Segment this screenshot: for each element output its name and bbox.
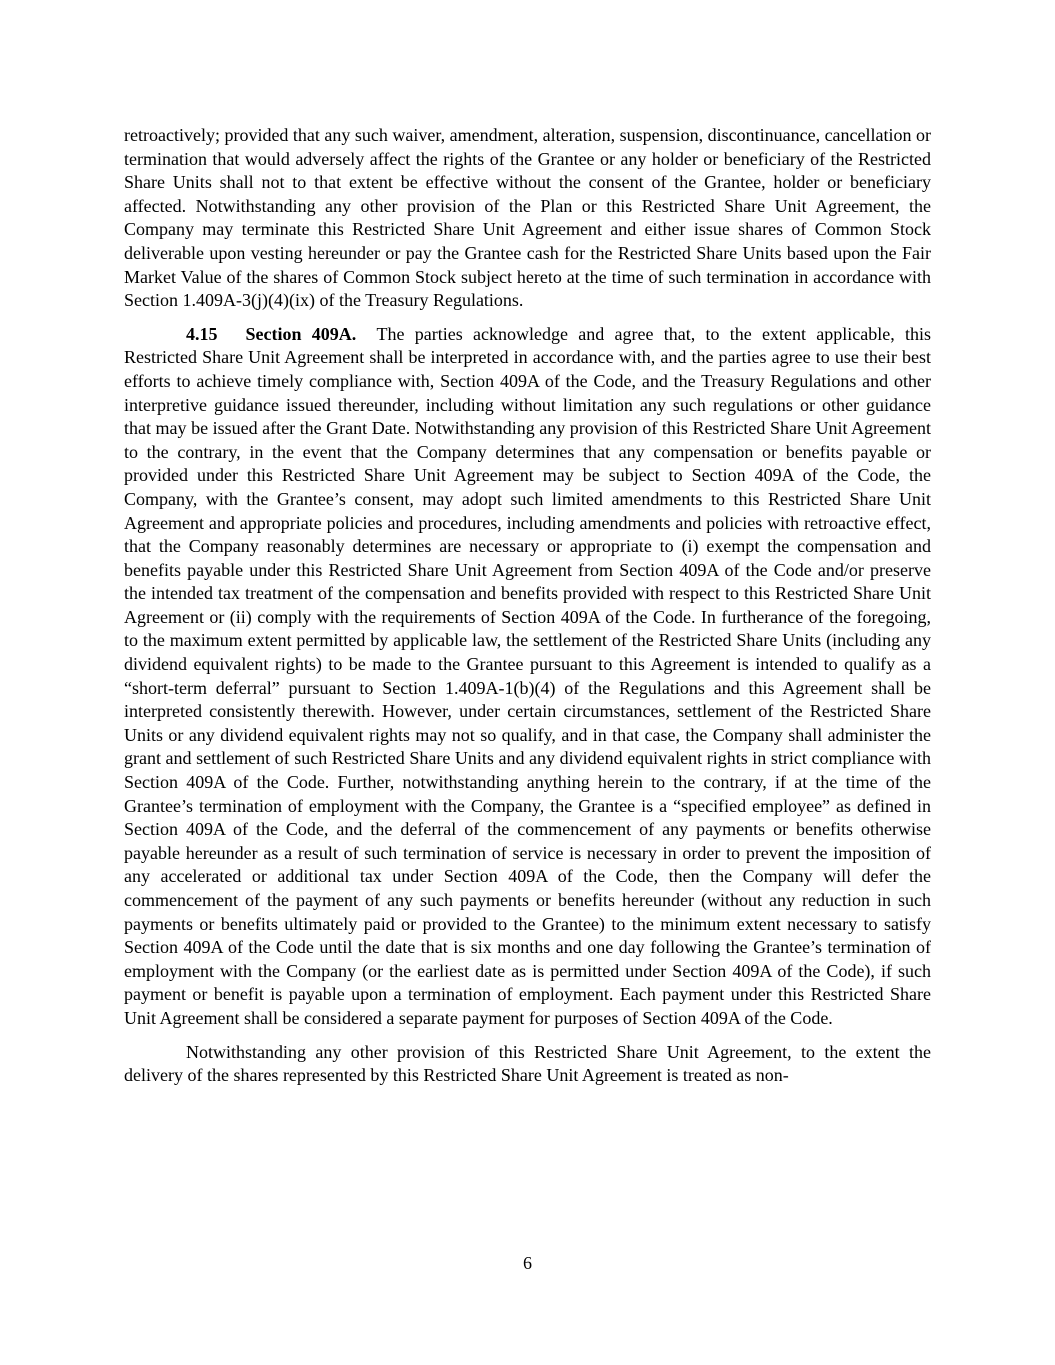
section-number: 4.15	[186, 323, 218, 344]
paragraph-notwithstanding: Notwithstanding any other provision of this Restricted Share Unit Agreement, to the extent the delivery of the shares represented by this Restricted Share Unit Agreement is treated as non-	[124, 1041, 931, 1086]
page-number: 6	[523, 1253, 532, 1273]
section-title: Section 409A.	[245, 323, 357, 344]
paragraph-continuation: retroactively; provided that any such waiver, amendment, alteration, suspension, discontinuance, cancellation or termination that would adversely affect the rights of the Grantee or any holder or beneficiary of the Restricted Share Units shall not to that extent be effective without the consent of the Grantee, holder or beneficiary affected. Notwithstanding any other provision of the Plan or this Restricted Share Unit Agreement, the Company may terminate this Restricted Share Unit Agreement and either issue shares of Common Stock deliverable upon vesting hereunder or pay the Grantee cash for the Restricted Share Units based upon the Fair Market Value of the shares of Common Stock subject hereto at the time of such termination in accordance with Section 1.409A-3(j)(4)(ix) of the Treasury Regulations.	[124, 125, 932, 311]
document-page	[124, 124, 931, 1088]
section-4-15-paragraph	[124, 323, 931, 1031]
section-body: The parties acknowledge and agree that, to the extent applicable, this Restricted Share Unit Agreement shall be interpreted in accordance with, and the parties agree to use their best efforts to achieve timely compliance with, Section 409A of the Code, and the Treasury Regulations and other interpretive guidance issued thereunder, including without limitation any such regulations or other guidance that may be issued after the Grant Date. Notwithstanding any provision of this Restricted Share Unit Agreement to the contrary, in the event that the Company determines that any compensation or benefits payable or provided under this Restricted Share Unit Agreement may be subject to Section 409A of the Code, the Company, with the Grantee’s consent, may adopt such limited amendments to this Restricted Share Unit Agreement and appropriate policies and procedures, including amendments and policies with retroactive effect, that the Company reasonably determines are necessary or appropriate to (i) exempt the compensation and benefits payable under this Restricted Share Unit Agreement from Section 409A of the Code and/or preserve the intended tax treatment of the compensation and benefits provided with respect to this Restricted Share Unit Agreement or (ii) comply with the requirements of Section 409A of the Code. In furtherance of the foregoing, to the maximum extent permitted by applicable law, the settlement of the Restricted Share Units (including any dividend equivalent rights) to be made to the Grantee pursuant to this Agreement is intended to qualify as a “short-term deferral” pursuant to Section 1.409A-1(b)(4) of the Regulations and this Agreement shall be interpreted consistently therewith. However, under certain circumstances, settlement of the Restricted Share Units or any dividend equivalent rights may not so qualify, and in that case, the Company shall administer the grant and settlement of such Restricted Share Units and any dividend equivalent rights in strict compliance with Section 409A of the Code. Further, notwithstanding anything herein to the contrary, if at the time of the Grantee’s termination of employment with the Company, the Grantee is a “specified employee” as defined in Section 409A of the Code, and the deferral of the commencement of any payments or benefits otherwise payable hereunder as a result of such termination of service is necessary in order to prevent the imposition of any accelerated or additional tax under Section 409A of the Code, then the Company will defer the commencement of the payment of any such payments or benefits hereunder (without any reduction in such payments or benefits ultimately paid or provided to the Grantee) to the minimum extent necessary to satisfy Section 409A of the Code until the date that is six months and one day following the Grantee’s termination of employment with the Company (or the earliest date as is permitted under Section 409A of the Code), if such payment or benefit is payable upon a termination of employment. Each payment under this Restricted Share Unit Agreement shall be considered a separate payment for purposes of Section 409A of the Code.	[124, 323, 931, 1028]
